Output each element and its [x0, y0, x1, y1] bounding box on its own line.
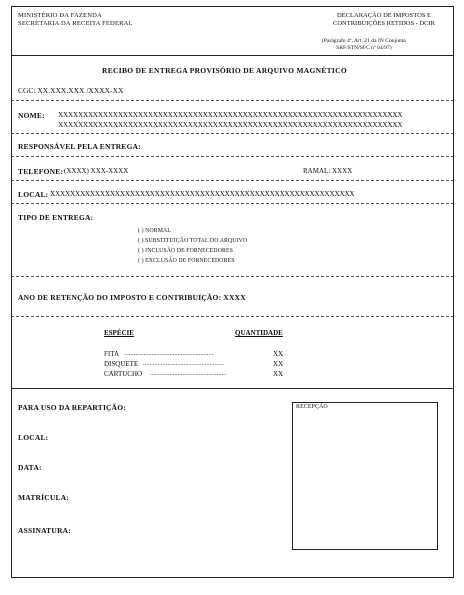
ano-retencao: ANO DE RETENÇÃO DO IMPOSTO E CONTRIBUIÇÃO: XXXX [18, 293, 246, 302]
tipo-entrega-label: TIPO DE ENTREGA: [18, 213, 94, 222]
nome-value-line1: XXXXXXXXXXXXXXXXXXXXXXXXXXXXXXXXXXXXXXXXXXXXXXXXXXXXXXXXXXXXXXXXXXXXX [58, 111, 403, 119]
divider [11, 156, 454, 157]
telefone-label: TELEFONE: [18, 167, 64, 176]
recepcao-box [292, 402, 438, 550]
legal-reference: (Parágrafo 4º, Art. 21 da IN Conjunta SRF/STN/SFC nº 04/97) [322, 38, 406, 51]
especie-disquete: DISQUETE [104, 360, 139, 368]
reparticao-local: LOCAL: [18, 433, 49, 442]
qty-fita: XX [273, 350, 284, 358]
declaration-name: DECLARAÇÃO DE IMPOSTOS E [337, 12, 431, 19]
qty-cartucho: XX [273, 370, 284, 378]
document-title: RECIBO DE ENTREGA PROVISÓRIO DE ARQUIVO MAGNÉTICO [102, 66, 347, 75]
cgc-field: CGC: XX.XXX.XXX /XXXX-XX [18, 86, 124, 95]
divider [11, 276, 454, 277]
option-normal[interactable]: ( ) NORMAL [138, 228, 171, 234]
option-inclusao[interactable]: ( ) INCLUSÃO DE FORNECEDORES [138, 248, 233, 254]
header-right [333, 12, 435, 28]
reparticao-label: PARA USO DA REPARTIÇÃO: [18, 403, 127, 412]
divider [11, 100, 454, 101]
reparticao-matricula: MATRÍCULA: [18, 493, 70, 502]
divider [11, 316, 454, 317]
declaration-name-2: CONTRIBUIÇÕES RETIDOS - DCIR [333, 20, 436, 27]
quantidade-header: QUANTIDADE [235, 329, 283, 337]
nome-label: NOME: [18, 111, 45, 120]
especie-header: ESPÉCIE [104, 329, 134, 337]
nome-value-line2: XXXXXXXXXXXXXXXXXXXXXXXXXXXXXXXXXXXXXXXXXXXXXXXXXXXXXXXXXXXXXXXXXXXXX [58, 121, 403, 129]
qty-disquete: XX [273, 360, 284, 368]
reparticao-assinatura: ASSINATURA: [18, 526, 71, 535]
especie-cartucho: CARTUCHO [104, 370, 143, 378]
divider [11, 203, 454, 204]
leader-dots: ....................................................... [124, 350, 214, 357]
divider [11, 388, 454, 389]
telefone-value: (XXXX) XXX-XXXX [64, 167, 129, 175]
divider [11, 55, 454, 56]
option-substituicao[interactable]: ( ) SUBSTITUIÇÃO TOTAL DO ARQUIVO [138, 238, 248, 244]
divider [11, 180, 454, 181]
reparticao-data: DATA: [18, 463, 42, 472]
leader-dots: .................................................. [143, 360, 225, 367]
header-left [18, 12, 133, 28]
option-exclusao[interactable]: ( ) EXCLUSÃO DE FORNECEDORES [138, 258, 235, 264]
divider [11, 133, 454, 134]
local-value: XXXXXXXXXXXXXXXXXXXXXXXXXXXXXXXXXXXXXXXXXXXXXXXXXXXXXXXXXXXXX [50, 190, 355, 198]
responsavel-label: RESPONSÁVEL PELA ENTREGA: [18, 142, 141, 151]
ministry-name: MINISTÉRIO DA FAZENDA [18, 12, 102, 19]
leader-dots: ............................................... [150, 370, 227, 377]
recepcao-label: RECEPÇÃO [296, 404, 328, 410]
secretariat-name: SECRETARIA DA RECEITA FEDERAL [18, 20, 133, 27]
especie-fita: FITA [104, 350, 119, 358]
local-label: LOCAL: [18, 190, 49, 199]
ramal-field: RAMAL: XXXX [303, 167, 353, 175]
